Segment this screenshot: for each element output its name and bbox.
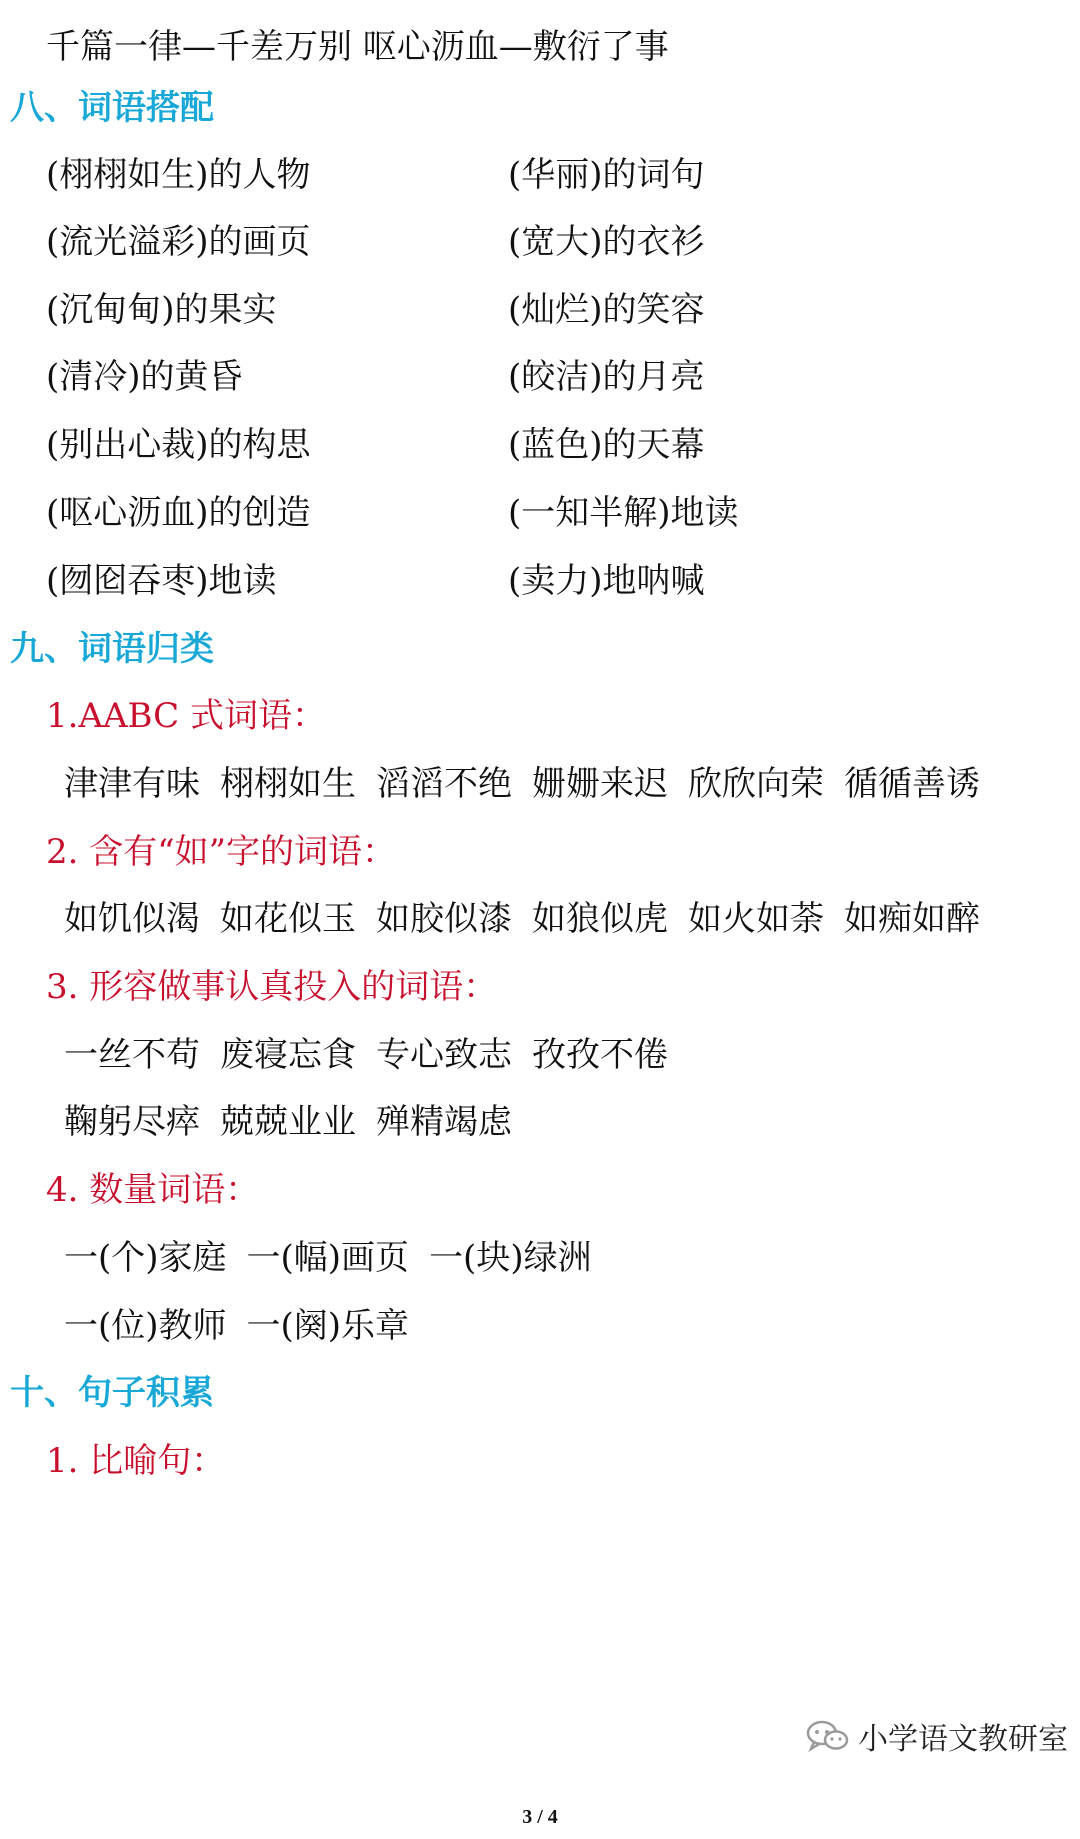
pair-6-left: (呕心沥血)的创造: [46, 493, 311, 533]
watermark: [806, 1714, 1068, 1758]
group-3-line-1: [64, 1033, 688, 1077]
watermark-text: 小学语文教研室: [858, 1722, 1068, 1757]
word: 如花似玉: [220, 899, 356, 939]
word: 循循善诱: [844, 764, 980, 804]
group-1-label: 1.AABC 式词语：: [46, 696, 326, 736]
word: 一(个)家庭: [64, 1238, 227, 1278]
word: 如胶似漆: [376, 899, 512, 939]
pair-5-left: (别出心裁)的构思: [46, 425, 311, 465]
section-10-heading: 十、句子积累: [10, 1373, 214, 1413]
wechat-icon: [806, 1719, 850, 1753]
pair-3-right: (灿烂)的笑容: [508, 290, 705, 330]
word: 如火如荼: [688, 899, 824, 939]
pair-1-right: (华丽)的词句: [508, 155, 705, 195]
pair-7-left: (囫囵吞枣)地读: [46, 561, 277, 601]
word: 鞠躬尽瘁: [64, 1102, 200, 1142]
pair-2-left: (流光溢彩)的画页: [46, 222, 311, 262]
word: 一丝不苟: [64, 1035, 200, 1075]
group-4-line-2: [64, 1304, 429, 1348]
word: 如痴如醉: [844, 899, 980, 939]
word: 姗姗来迟: [532, 764, 668, 804]
group-2-line-1: [64, 897, 1000, 941]
word: 一(幅)画页: [246, 1238, 410, 1278]
pair-5-right: (蓝色)的天幕: [508, 425, 705, 465]
group-1-line-1: [64, 762, 1000, 806]
word: 专心致志: [376, 1035, 512, 1075]
group-3-label: 3. 形容做事认真投入的词语：: [46, 967, 498, 1007]
word: 栩栩如生: [220, 764, 356, 804]
word: 兢兢业业: [220, 1102, 356, 1142]
group-4-line-1: [64, 1236, 612, 1280]
word: 如饥似渴: [64, 899, 200, 939]
pair-1-left: (栩栩如生)的人物: [46, 155, 311, 195]
group-3-line-2: [64, 1100, 532, 1144]
word: 欣欣向荣: [688, 764, 824, 804]
section-9-heading: 九、词语归类: [10, 629, 214, 669]
group-2-label: 2. 含有“如”字的词语：: [46, 832, 397, 872]
section-8-heading: 八、词语搭配: [10, 88, 214, 128]
word: 滔滔不绝: [376, 764, 512, 804]
word: 一(阕)乐章: [246, 1306, 410, 1346]
pair-6-right: (一知半解)地读: [508, 493, 739, 533]
word: 孜孜不倦: [532, 1035, 668, 1075]
pair-4-left: (清冷)的黄昏: [46, 357, 243, 397]
word: 废寝忘食: [220, 1035, 356, 1075]
word: 如狼似虎: [532, 899, 668, 939]
pair-3-left: (沉甸甸)的果实: [46, 290, 277, 330]
word: 一(位)教师: [64, 1306, 227, 1346]
page-number: 3 / 4: [522, 1806, 558, 1828]
pair-2-right: (宽大)的衣衫: [508, 222, 705, 262]
word: 津津有味: [64, 764, 200, 804]
top-line: 千篇一律—千差万别 呕心沥血—敷衍了事: [46, 27, 669, 67]
group-4-label: 4. 数量词语：: [46, 1170, 260, 1210]
pair-4-right: (皎洁)的月亮: [508, 357, 705, 397]
word: 一(块)绿洲: [429, 1238, 592, 1278]
word: 殚精竭虑: [376, 1102, 512, 1142]
pair-7-right: (卖力)地呐喊: [508, 561, 705, 601]
section-10-sub-1: 1. 比喻句：: [46, 1441, 226, 1481]
